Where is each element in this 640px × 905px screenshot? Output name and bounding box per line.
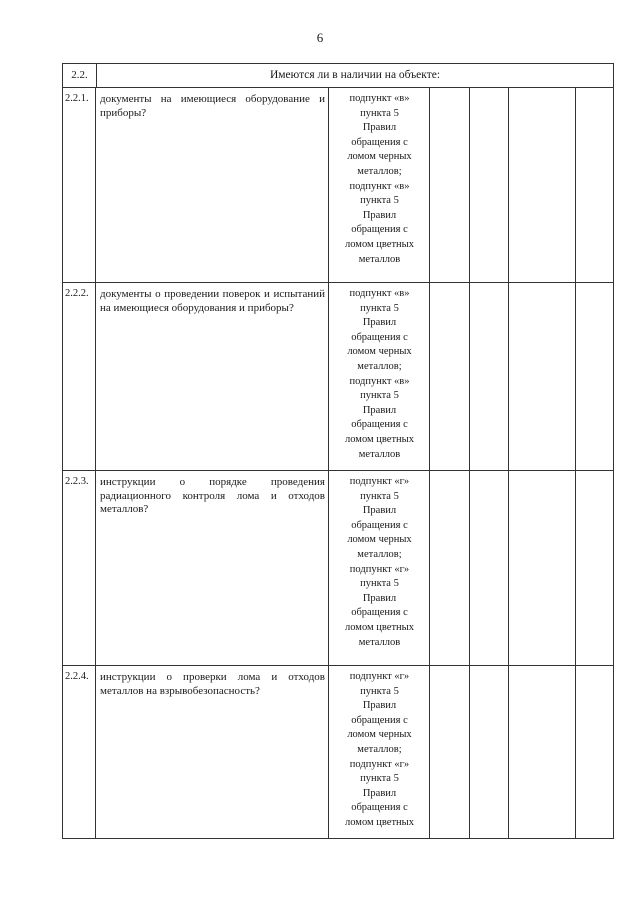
row-number: 2.2.4. — [63, 666, 96, 838]
row-number: 2.2.2. — [63, 283, 96, 470]
row-reference: подпункт «г» пункта 5 Правил обращения с ломом черных металлов; подпункт «г» пункта 5 Правил обращения с ломом цветных — [330, 666, 430, 838]
page-number: 6 — [316, 30, 324, 45]
answer-yes-cell[interactable] — [431, 666, 470, 838]
table-row — [62, 88, 614, 283]
row-number: 2.2.1. — [63, 88, 96, 282]
answer-na-cell[interactable] — [509, 88, 576, 282]
notes-cell[interactable] — [576, 666, 613, 838]
answer-yes-cell[interactable] — [431, 471, 470, 665]
notes-cell[interactable] — [576, 471, 613, 665]
row-reference: подпункт «г» пункта 5 Правил обращения с ломом черных металлов; подпункт «г» пункта 5 Правил обращения с ломом цветных металлов — [330, 471, 430, 665]
answer-no-cell[interactable] — [470, 666, 509, 838]
notes-cell[interactable] — [576, 88, 613, 282]
answer-yes-cell[interactable] — [431, 88, 470, 282]
row-question: инструкции о порядке проведения радиационного контроля лома и отходов металлов? — [97, 471, 329, 665]
answer-na-cell[interactable] — [509, 471, 576, 665]
row-question: документы на имеющиеся оборудование и приборы? — [97, 88, 329, 282]
row-number: 2.2.3. — [63, 471, 96, 665]
row-question: документы о проведении поверок и испытаний на имеющиеся оборудования и приборы? — [97, 283, 329, 470]
answer-na-cell[interactable] — [509, 283, 576, 470]
checklist-table — [62, 63, 614, 839]
answer-na-cell[interactable] — [509, 666, 576, 838]
answer-no-cell[interactable] — [470, 471, 509, 665]
section-header-row — [62, 63, 614, 88]
row-question: инструкции о проверки лома и отходов металлов на взрывобезопасность? — [97, 666, 329, 838]
row-reference: подпункт «в» пункта 5 Правил обращения с ломом черных металлов; подпункт «в» пункта 5 Правил обращения с ломом цветных металлов — [330, 88, 430, 282]
table-row — [62, 471, 614, 666]
notes-cell[interactable] — [576, 283, 613, 470]
answer-no-cell[interactable] — [470, 283, 509, 470]
section-title: Имеются ли в наличии на объекте: — [269, 69, 441, 81]
table-row — [62, 283, 614, 471]
answer-yes-cell[interactable] — [431, 283, 470, 470]
row-reference: подпункт «в» пункта 5 Правил обращения с ломом черных металлов; подпункт «в» пункта 5 Правил обращения с ломом цветных металлов — [330, 283, 430, 470]
table-row — [62, 666, 614, 839]
answer-no-cell[interactable] — [470, 88, 509, 282]
section-number: 2.2. — [63, 64, 97, 87]
